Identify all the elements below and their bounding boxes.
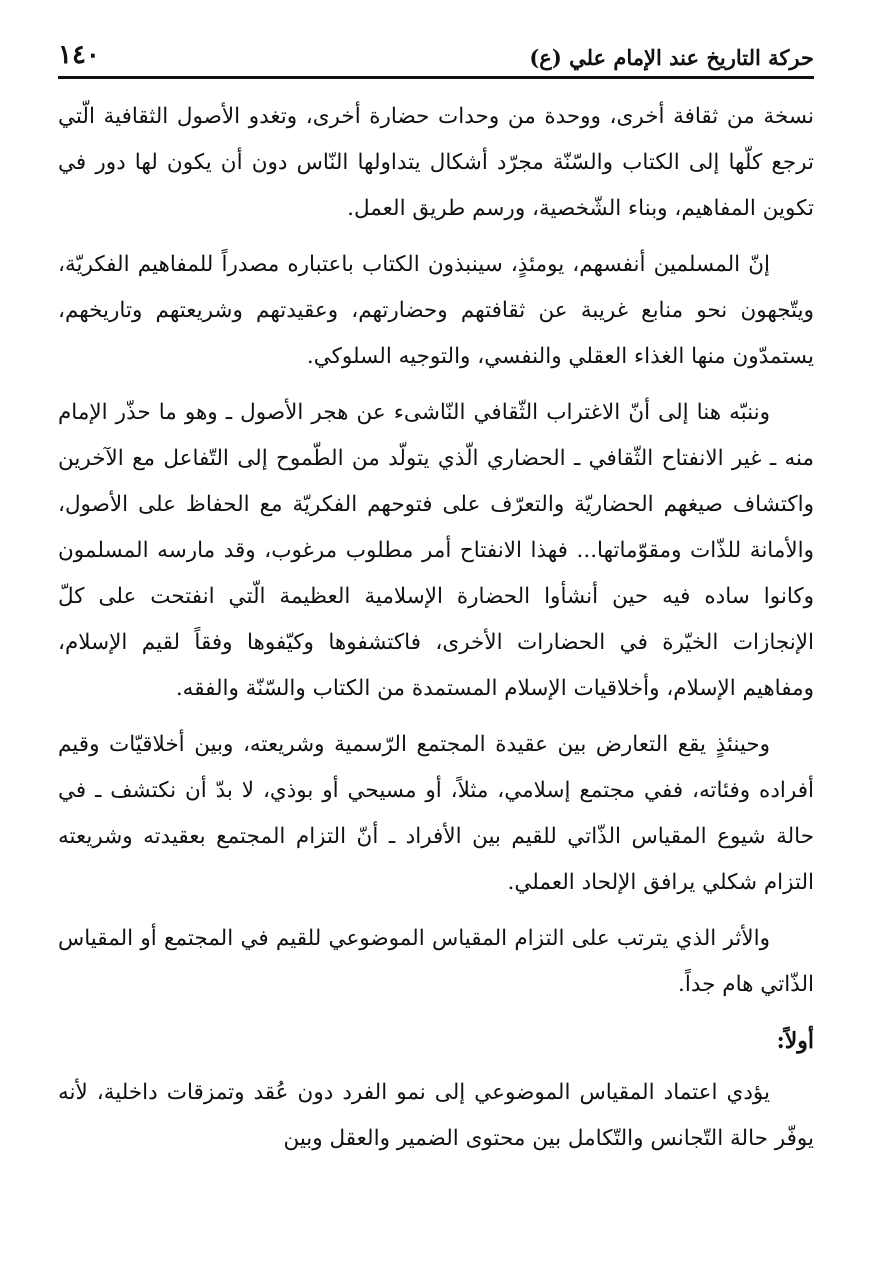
page-number: ١٤٠ <box>58 40 100 70</box>
paragraph-2: إنّ المسلمين أنفسهم، يومئذٍ، سينبذون الكتاب باعتباره مصدراً للمفاهيم الفكريّة، ويتّجهون نحو منابع غريبة عن ثقافتهم وحضارتهم، وعقيدتهم وشريعتهم وتاريخهم، يستمدّون منها الغذاء العقلي والنفسي، والتوجيه السلوكي. <box>58 252 814 369</box>
page-header <box>58 30 814 79</box>
paragraph-1: نسخة من ثقافة أخرى، ووحدة من وحدات حضارة أخرى، وتغدو الأصول الثقافية الّتي ترجع كلّها إلى الكتاب والسّنّة مجرّد أشكال يتداولها النّاس دون أن يكون لها دور في تكوين المفاهيم، وبناء الشّخصية، ورسم طريق العمل. <box>58 104 814 221</box>
paragraph-6: يؤدي اعتماد المقياس الموضوعي إلى نمو الفرد دون عُقد وتمزقات داخلية، لأنه يوفّر حالة التّجانس والتّكامل بين محتوى الضمير والعقل وبين <box>58 1080 814 1151</box>
paragraph-3: وننبّه هنا إلى أنّ الاغتراب الثّقافي النّاشىء عن هجر الأصول ـ وهو ما حذّر الإمام منه ـ غير الانفتاح الثّقافي ـ الحضاري الّذي يتولّد من الطّموح إلى التّفاعل مع الآخرين واكتشاف صيغهم الحضاريّة والتعرّف على فتوحهم الفكريّة مع الحفاظ على الأصول، والأمانة للذّات ومقوّماتها... فهذا الانفتاح أمر مطلوب مرغوب، وقد مارسه المسلمون وكانوا ساده فيه حين أنشأوا الحضارة الإسلامية العظيمة الّتي انفتحت على كلّ الإنجازات الخيّرة في الحضارات الأخرى، فاكتشفوها وكيّفوها وفقاً لقيم الإسلام، ومفاهيم الإسلام، وأخلاقيات الإسلام المستمدة من الكتاب والسّنّة والفقه. <box>58 400 814 701</box>
paragraph-4: وحينئذٍ يقع التعارض بين عقيدة المجتمع الرّسمية وشريعته، وبين أخلاقيّات وقيم أفراده وفئاته، ففي مجتمع إسلامي، مثلاً، أو مسيحي أو بوذي، لا بدّ أن نكتشف ـ في حالة شيوع المقياس الذّاتي للقيم بين الأفراد ـ أنّ التزام المجتمع بعقيدته وشريعته التزام شكلي يرافق الإلحاد العملي. <box>58 732 814 895</box>
body-text <box>58 94 814 1172</box>
section-heading: أولاً: <box>776 1028 814 1054</box>
running-title: حركة التاريخ عند الإمام علي (ع) <box>529 45 814 70</box>
paragraph-5: والأثر الذي يترتب على التزام المقياس الموضوعي للقيم في المجتمع أو المقياس الذّاتي هام جداً. <box>58 926 814 997</box>
